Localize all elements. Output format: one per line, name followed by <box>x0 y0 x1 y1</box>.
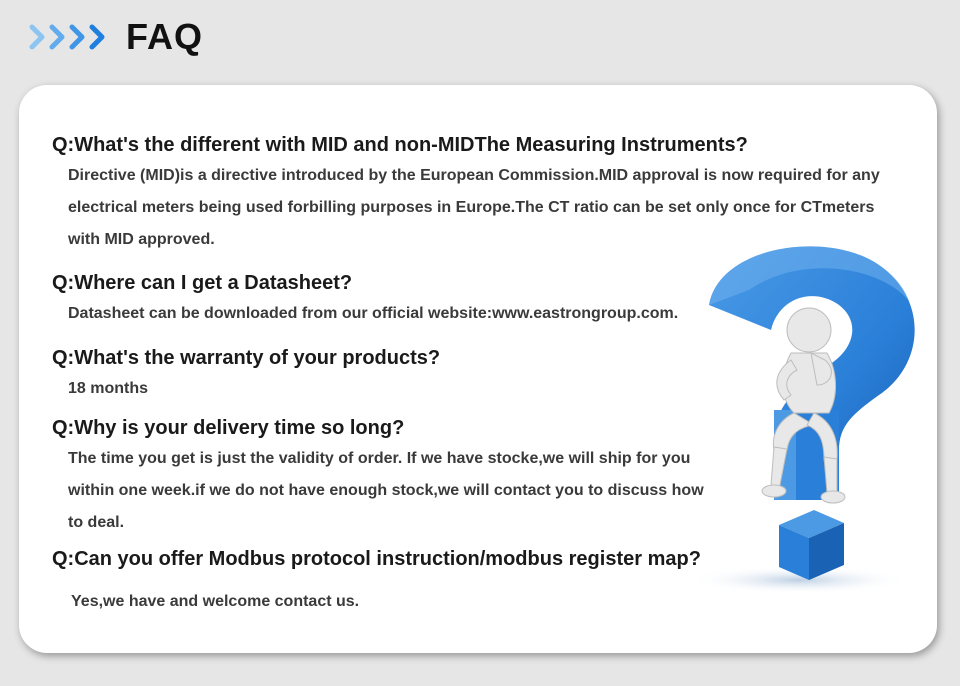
faq-answer: Directive (MID)is a directive introduced by the European Commission.MID approval is now required for any electrical meters being used forbilling purposes in Europe.The CT ratio can be set only once for CTmeters with MID approved. <box>68 167 880 248</box>
page-title: FAQ <box>126 16 204 57</box>
question-mark-figure-icon <box>679 235 929 595</box>
faq-card <box>19 85 937 653</box>
faq-question: Q:What's the warranty of your products? <box>52 347 441 369</box>
header <box>28 14 203 60</box>
faq-item <box>52 415 708 539</box>
faq-answer: Yes,we have and welcome contact us. <box>71 593 360 610</box>
faq-question: Q:Can you offer Modbus protocol instruction/modbus register map? <box>52 548 701 570</box>
faq-question: Q:Where can I get a Datasheet? <box>52 272 353 294</box>
chevron-right-icon <box>28 20 110 54</box>
faq-answer: The time you get is just the validity of order. If we have stocke,we will ship for you within one week.if we do not have enough stock,we will contact you to discuss how to deal. <box>68 450 704 531</box>
faq-item <box>52 270 678 330</box>
faq-question: Q:What's the different with MID and non-MIDThe Measuring Instruments? <box>52 134 748 156</box>
faq-item <box>52 546 701 618</box>
faq-answer: 18 months <box>68 380 149 397</box>
faq-question: Q:Why is your delivery time so long? <box>52 417 405 439</box>
faq-item <box>52 345 440 405</box>
faq-answer: Datasheet can be downloaded from our official website:www.eastrongroup.com. <box>68 305 679 322</box>
